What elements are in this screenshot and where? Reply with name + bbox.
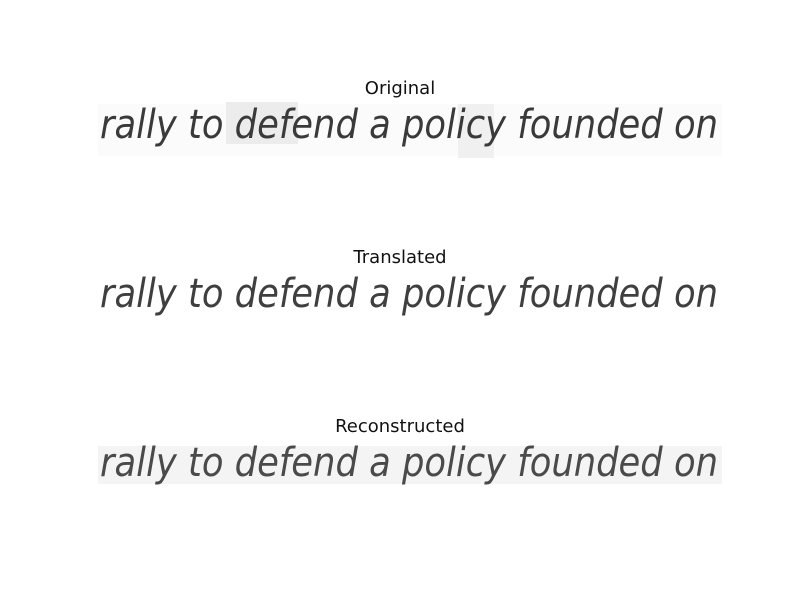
handwriting-image [98, 100, 722, 158]
panel-title: Original [364, 78, 436, 99]
handwritten-text: rally to defend a policy founded on [100, 271, 718, 317]
handwriting-image [98, 269, 722, 327]
handwriting-image [98, 438, 722, 496]
panel-title: Reconstructed [335, 416, 465, 437]
panel-title: Translated [353, 247, 447, 268]
handwritten-text: rally to defend a policy founded on [100, 102, 718, 148]
handwriting-svg [98, 100, 722, 158]
handwritten-text: rally to defend a policy founded on [100, 440, 718, 486]
handwriting-svg [98, 269, 722, 327]
handwriting-svg [98, 438, 722, 496]
